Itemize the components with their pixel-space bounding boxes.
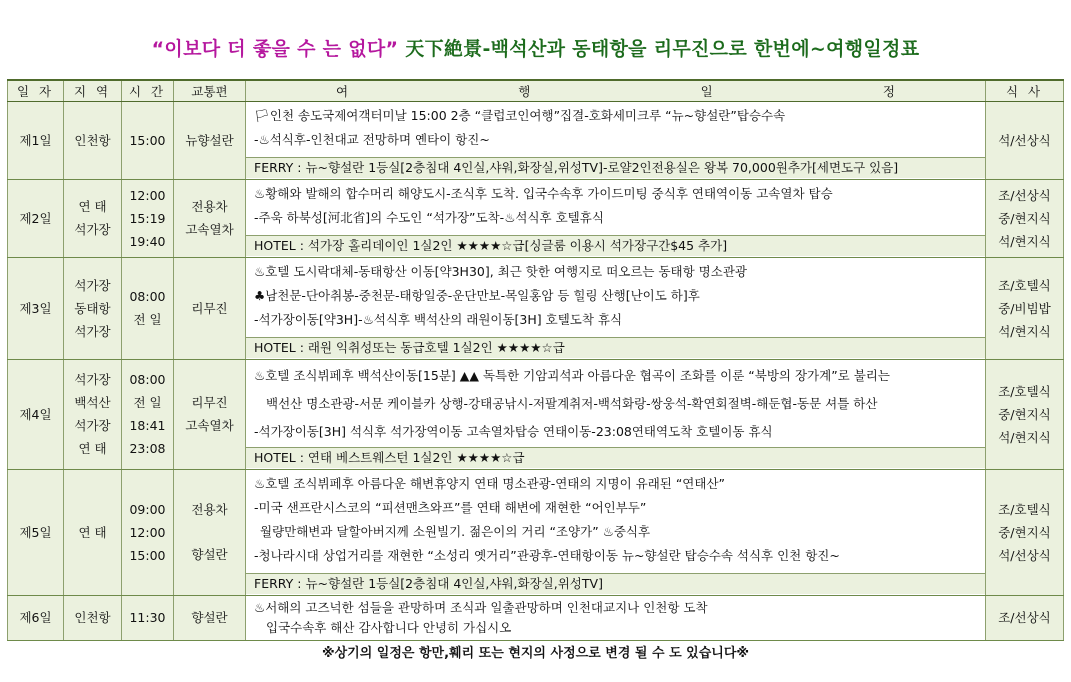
header-plan-char: 여 xyxy=(336,83,349,99)
day-cell: 제3일 xyxy=(8,257,64,359)
day-cell: 제6일 xyxy=(8,595,64,640)
time-value: 08:00 xyxy=(129,289,166,304)
region-name: 석가장 xyxy=(74,323,111,339)
meal-cell xyxy=(986,257,1064,359)
region-cell xyxy=(64,101,122,179)
header-region: 지 역 xyxy=(64,80,122,101)
transport-name: 전용차 xyxy=(191,502,228,517)
title-main: 天下絶景-백석산과 동태항을 리무진으로 한번에~여행일정표 xyxy=(405,38,920,60)
transport-name: 리무진 xyxy=(191,300,228,316)
time-value: 15:00 xyxy=(129,547,166,563)
time-cell xyxy=(122,101,174,179)
plan-line: 백선산 명소관광-서문 케이블카 상행-강태공낚시-저팔계취저-백석화랑-쌍웅석-확연회절벽-해둔협-동문 셔틀 하산 xyxy=(266,395,878,411)
time-cell xyxy=(122,179,174,257)
transport-cell xyxy=(174,179,246,257)
transport-name: 향설란 xyxy=(191,547,228,562)
transport-cell xyxy=(174,257,246,359)
meal-cell xyxy=(986,101,1064,179)
region-name: 석가장 xyxy=(74,277,111,293)
transport-name: 향설란 xyxy=(191,610,228,625)
region-name: 석가장 xyxy=(74,222,111,237)
plan-cell xyxy=(246,257,986,359)
meal-cell xyxy=(986,179,1064,257)
meal-item: 석/현지식 xyxy=(998,323,1051,339)
meal-item: 중/현지식 xyxy=(998,524,1051,540)
plan-line: 🏳인천 송도국제여객터미날 15:00 2층 “클럽코인여행”집결-호화세미크루 “뉴~향설란”탑승수속 xyxy=(254,107,786,123)
plan-line: -석가장이동[약3H]-♨석식후 백석산의 래원이동[3H] 호텔도착 휴식 xyxy=(254,311,623,327)
meal-item: 중/현지식 xyxy=(998,406,1051,422)
time-cell xyxy=(122,359,174,469)
time-value: 15:19 xyxy=(129,210,166,226)
time-value: 전 일 xyxy=(133,395,162,410)
plan-line: ♨호텔 조식뷔페후 백석산이동[15분] ▲▲ 독특한 기암괴석과 아름다운 협곡이 조화를 이룬 “북방의 장가계”로 불리는 xyxy=(254,367,890,383)
time-value: 전 일 xyxy=(133,312,162,327)
meal-item: 조/선상식 xyxy=(998,610,1051,625)
time-cell xyxy=(122,257,174,359)
meal-cell xyxy=(986,359,1064,469)
meal-item: 석/현지식 xyxy=(998,429,1051,445)
region-name: 석가장 xyxy=(74,418,111,433)
region-cell xyxy=(64,257,122,359)
time-value: 15:00 xyxy=(129,132,166,148)
region-cell xyxy=(64,179,122,257)
time-value: 12:00 xyxy=(129,187,166,203)
time-value: 09:00 xyxy=(129,501,166,517)
plan-line: -주욱 하북성[河北省]의 수도인 “석가장”도착-♨석식후 호텔휴식 xyxy=(254,209,604,225)
itinerary-table xyxy=(7,79,1064,641)
time-value: 19:40 xyxy=(129,233,166,249)
region-name: 백석산 xyxy=(74,395,111,410)
meal-item: 석/현지식 xyxy=(998,233,1051,249)
region-name: 연 태 xyxy=(78,441,107,456)
plan-line: ♨호텔 조식뷔페후 아름다운 해변휴양지 연태 명소관광-연태의 지명이 유래된 “연태산” xyxy=(254,475,726,491)
accommodation-info: HOTEL : 래원 익취성또는 동급호텔 1실2인 ★★★★☆급 xyxy=(246,337,985,358)
header-plan-char: 일 xyxy=(700,83,713,99)
header-plan-char: 정 xyxy=(882,83,895,99)
plan-line: -석가장이동[3H] 석식후 석가장역이동 고속열차탑승 연태이동-23:08연태역도착 호텔이동 휴식 xyxy=(254,423,773,439)
table-row xyxy=(8,595,1064,640)
accommodation-info: HOTEL : 연태 베스트웨스턴 1실2인 ★★★★☆급 xyxy=(246,447,985,468)
time-value: 08:00 xyxy=(129,372,166,387)
time-cell xyxy=(122,469,174,595)
plan-cell xyxy=(246,101,986,179)
transport-cell xyxy=(174,595,246,640)
header-transport: 교통편 xyxy=(174,80,246,101)
plan-line: 입국수속후 해산 감사합니다 안녕히 가십시오 xyxy=(266,619,512,635)
plan-line: ♨호텔 도시락대체-동태항산 이동[약3H30], 최근 핫한 여행지로 떠오르는 동태항 명소관광 xyxy=(254,263,747,279)
transport-name: 고속열차 xyxy=(185,418,234,433)
day-cell: 제5일 xyxy=(8,469,64,595)
header-plan xyxy=(246,80,986,101)
header-plan-char: 행 xyxy=(518,83,531,99)
accommodation-info: FERRY : 뉴~향설란 1등실[2층침대 4인실,샤워,화장실,위성TV]-로얄2인전용실은 왕복 70,000원추가[세면도구 있음] xyxy=(246,157,985,178)
time-value: 18:41 xyxy=(129,418,166,433)
meal-item: 중/비빔밥 xyxy=(998,300,1051,316)
footnote: ※상기의 일정은 항만,훼리 또는 현지의 사정으로 변경 될 수 도 있습니다※ xyxy=(321,646,750,661)
meal-item: 조/선상식 xyxy=(998,187,1051,203)
meal-item: 조/호텔식 xyxy=(998,277,1051,293)
time-cell xyxy=(122,595,174,640)
transport-name: 전용차 xyxy=(191,199,228,214)
region-name: 연 태 xyxy=(78,199,107,214)
region-cell xyxy=(64,359,122,469)
table-row xyxy=(8,257,1064,359)
title-quote: “이보다 더 좋을 수 는 없다” xyxy=(151,38,399,60)
transport-name: 리무진 xyxy=(191,395,228,410)
region-name: 인천항 xyxy=(74,610,111,625)
header-meal: 식 사 xyxy=(986,80,1064,101)
plan-cell xyxy=(246,359,986,469)
meal-item: 조/호텔식 xyxy=(998,383,1051,399)
meal-cell xyxy=(986,595,1064,640)
page-title xyxy=(0,34,1071,61)
day-cell: 제2일 xyxy=(8,179,64,257)
plan-line: ♨황해와 발해의 합수머리 해양도시-조식후 도착. 입국수속후 가이드미팅 중식후 연태역이동 고속열차 탑승 xyxy=(254,185,833,201)
meal-item: 중/현지식 xyxy=(998,210,1051,226)
transport-cell xyxy=(174,469,246,595)
table-row xyxy=(8,101,1064,179)
region-cell xyxy=(64,595,122,640)
meal-cell xyxy=(986,469,1064,595)
accommodation-info: FERRY : 뉴~향설란 1등실[2층침대 4인실,샤워,화장실,위성TV] xyxy=(246,573,985,594)
table-header-row xyxy=(8,80,1064,101)
meal-item: 석/선상식 xyxy=(998,547,1051,563)
transport-cell xyxy=(174,101,246,179)
meal-item: 석/선상식 xyxy=(998,132,1051,148)
plan-line: ♨서해의 고즈넉한 섬들을 관망하며 조식과 일출관망하며 인천대교지나 인천항 도착 xyxy=(254,599,708,615)
plan-line: -♨석식후-인천대교 전망하며 옌타이 항진~ xyxy=(254,131,490,147)
plan-cell xyxy=(246,469,986,595)
time-value: 11:30 xyxy=(129,610,166,625)
region-name: 석가장 xyxy=(74,372,111,387)
table-row xyxy=(8,469,1064,595)
transport-name: 뉴향설란 xyxy=(185,132,234,148)
time-value: 23:08 xyxy=(129,441,166,456)
region-name: 연 태 xyxy=(78,524,107,540)
plan-line: ♣남천문-단아취봉-중천문-태항일중-운단만보-목일홍암 등 힐링 산행[난이도 하]후 xyxy=(254,287,700,303)
accommodation-info: HOTEL : 석가장 홀리데이인 1실2인 ★★★★☆급[싱글룸 이용시 석가장구간$45 추가] xyxy=(246,235,985,256)
plan-line: -미국 샌프란시스코의 “피션맨츠와프”를 연태 해변에 재현한 “어인부두” xyxy=(254,499,647,515)
plan-line: -청나라시대 상업거리를 재현한 “소성리 옛거리”관광후-연태항이동 뉴~향설란 탑승수속 석식후 인천 항진~ xyxy=(254,547,840,563)
region-cell xyxy=(64,469,122,595)
day-cell: 제1일 xyxy=(8,101,64,179)
header-time: 시 간 xyxy=(122,80,174,101)
table-row xyxy=(8,179,1064,257)
day-cell: 제4일 xyxy=(8,359,64,469)
plan-cell xyxy=(246,179,986,257)
region-name: 인천항 xyxy=(74,132,111,148)
transport-name: 고속열차 xyxy=(185,222,234,237)
table-row xyxy=(8,359,1064,469)
time-value: 12:00 xyxy=(129,524,166,540)
plan-cell xyxy=(246,595,986,640)
region-name: 동태항 xyxy=(74,300,111,316)
meal-item: 조/호텔식 xyxy=(998,501,1051,517)
transport-cell xyxy=(174,359,246,469)
plan-line: 월량만해변과 달할아버지께 소원빌기. 젊은이의 거리 “조양가” ♨중식후 xyxy=(260,523,651,539)
header-day: 일 자 xyxy=(8,80,64,101)
